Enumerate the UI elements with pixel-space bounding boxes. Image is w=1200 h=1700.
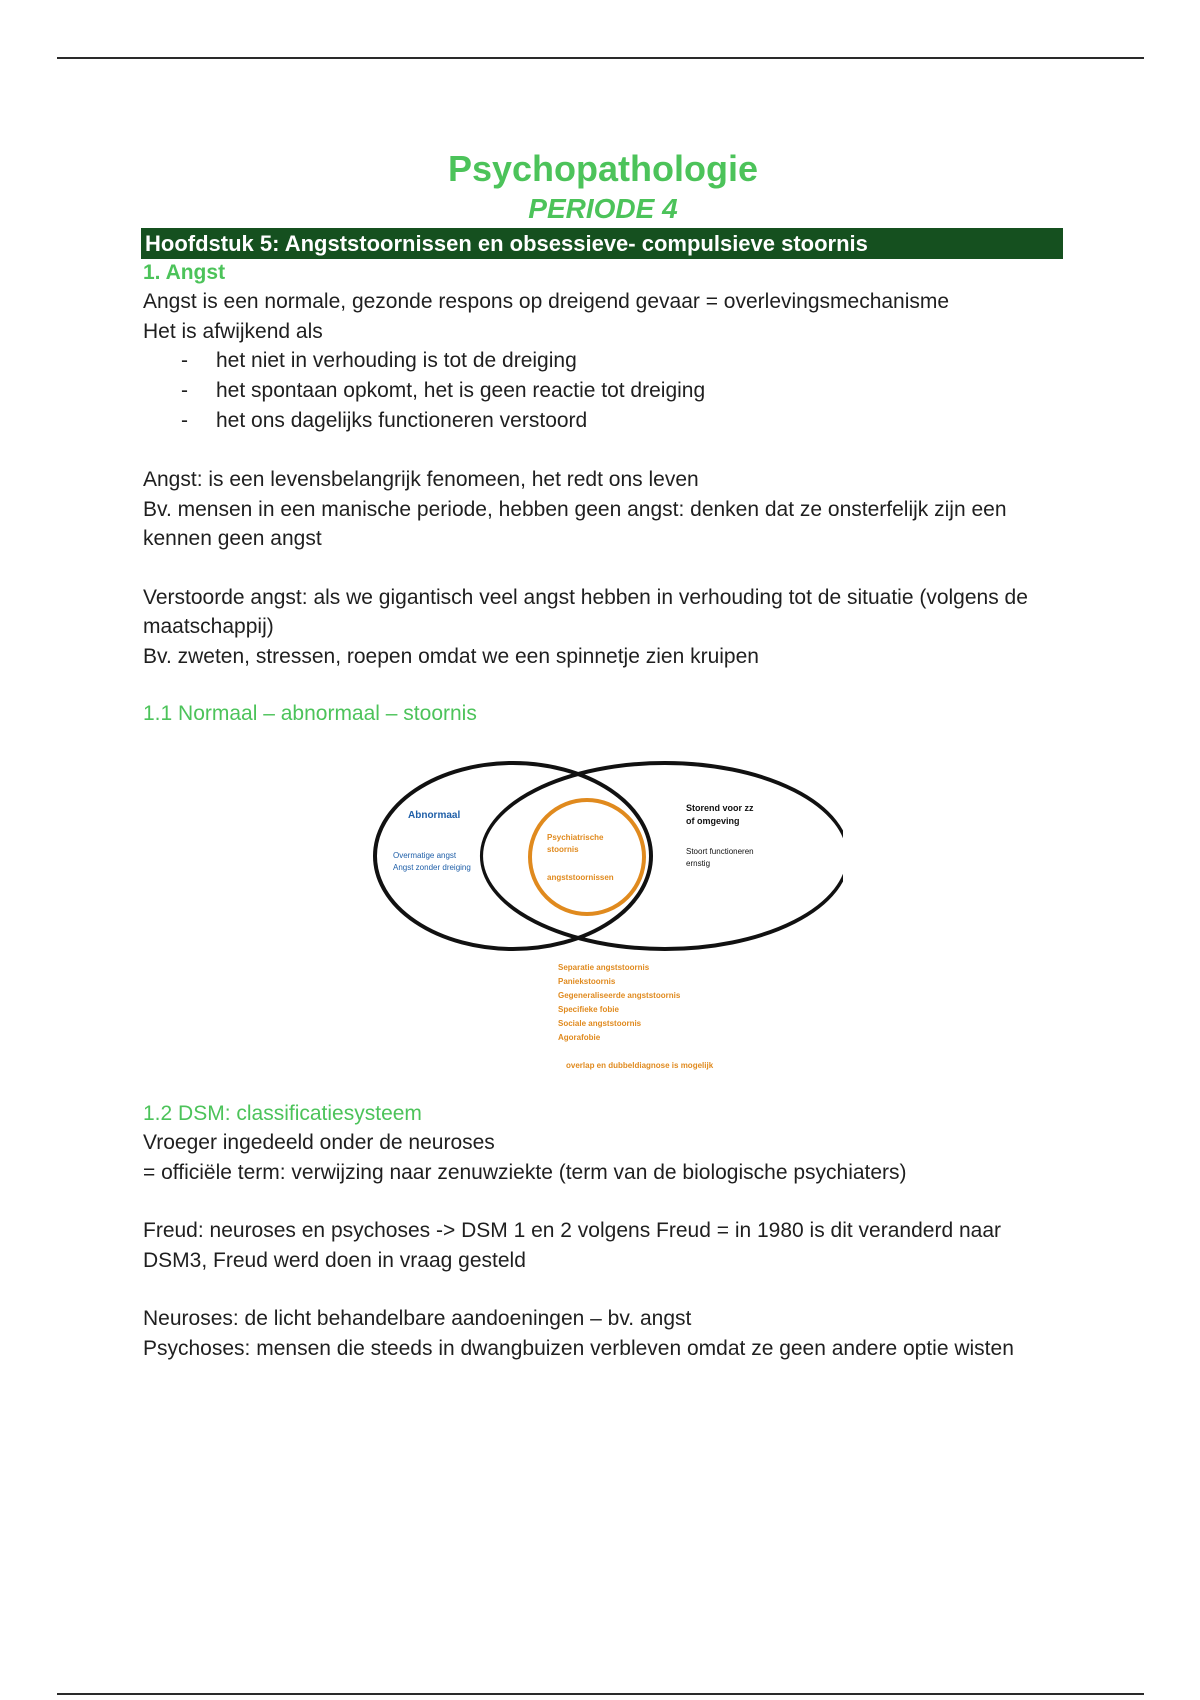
list-item: - het ons dagelijks functioneren verstoord (181, 406, 1063, 436)
center-line1: Psychiatrische (547, 833, 604, 842)
section-heading-dsm: 1.2 DSM: classificatiesysteem (143, 1102, 422, 1125)
chapter-heading: Hoofdstuk 5: Angststoornissen en obsessieve- compulsieve stoornis (141, 228, 1063, 259)
paragraph: = officiële term: verwijzing naar zenuwziekte (term van de biologische psychiaters) (143, 1160, 907, 1184)
bullet-list (143, 346, 1063, 436)
left-line1: Overmatige angst (393, 851, 457, 860)
right-ellipse (482, 763, 844, 949)
paragraph: Neuroses: de licht behandelbare aandoeningen – bv. angst (143, 1307, 692, 1330)
left-title: Abnormaal (408, 810, 461, 821)
right-line1: Stoort functioneren (686, 847, 754, 856)
document-body (143, 140, 1063, 1363)
center-line3: angststoornissen (547, 873, 614, 882)
paragraph: Verstoorde angst: als we gigantisch veel angst hebben in verhouding tot de situatie (volgens de maatschappij) (143, 585, 1028, 638)
paragraph: Freud: neuroses en psychoses -> DSM 1 en 2 volgens Freud = in 1980 is dit veranderd naar DSM3, Freud werd doen in vraag gesteld (143, 1219, 1001, 1272)
disorder-item: Agorafobie (558, 1033, 601, 1042)
disorder-item: Sociale angststoornis (558, 1019, 642, 1028)
paragraph: Vroeger ingedeeld onder de neuroses (143, 1131, 495, 1154)
disorder-item: Separatie angststoornis (558, 963, 650, 972)
list-item: - het niet in verhouding is tot de dreiging (181, 346, 1063, 376)
paragraph: Bv. zweten, stressen, roepen omdat we een spinnetje zien kruipen (143, 644, 759, 668)
paragraph: Angst: is een levensbelangrijk fenomeen, het redt ons leven (143, 468, 699, 491)
paragraph: Angst is een normale, gezonde respons op dreigend gevaar = overlevingsmechanisme (143, 290, 950, 313)
center-circle (530, 800, 644, 914)
disorder-item: Paniekstoornis (558, 977, 616, 986)
disorder-item: Gegeneraliseerde angststoornis (558, 991, 681, 1000)
left-line2: Angst zonder dreiging (393, 863, 471, 872)
diagram-footnote: overlap en dubbeldiagnose is mogelijk (566, 1061, 714, 1070)
venn-diagram-svg (363, 756, 843, 1096)
venn-diagram (363, 756, 843, 1096)
paragraph: Het is afwijkend als (143, 319, 323, 343)
header-rule (57, 57, 1144, 59)
list-item: - het spontaan opkomt, het is geen reactie tot dreiging (181, 376, 1063, 406)
footer-rule (57, 1693, 1144, 1695)
section-heading-angst: 1. Angst (143, 261, 226, 284)
right-line2: ernstig (686, 859, 711, 868)
center-line2: stoornis (547, 845, 579, 854)
right-title2: of omgeving (686, 816, 740, 826)
right-title1: Storend voor zz (686, 803, 754, 813)
paragraph: Psychoses: mensen die steeds in dwangbuizen verbleven omdat ze geen andere optie wisten (143, 1336, 1014, 1360)
section-heading-normaal: 1.1 Normaal – abnormaal – stoornis (143, 702, 477, 725)
paragraph: Bv. mensen in een manische periode, hebben geen angst: denken dat ze onsterfelijk zijn een kennen geen angst (143, 497, 1007, 550)
page-title: Psychopathologie (447, 148, 759, 189)
disorder-item: Specifieke fobie (558, 1005, 619, 1014)
page-subtitle: PERIODE 4 (528, 193, 678, 224)
